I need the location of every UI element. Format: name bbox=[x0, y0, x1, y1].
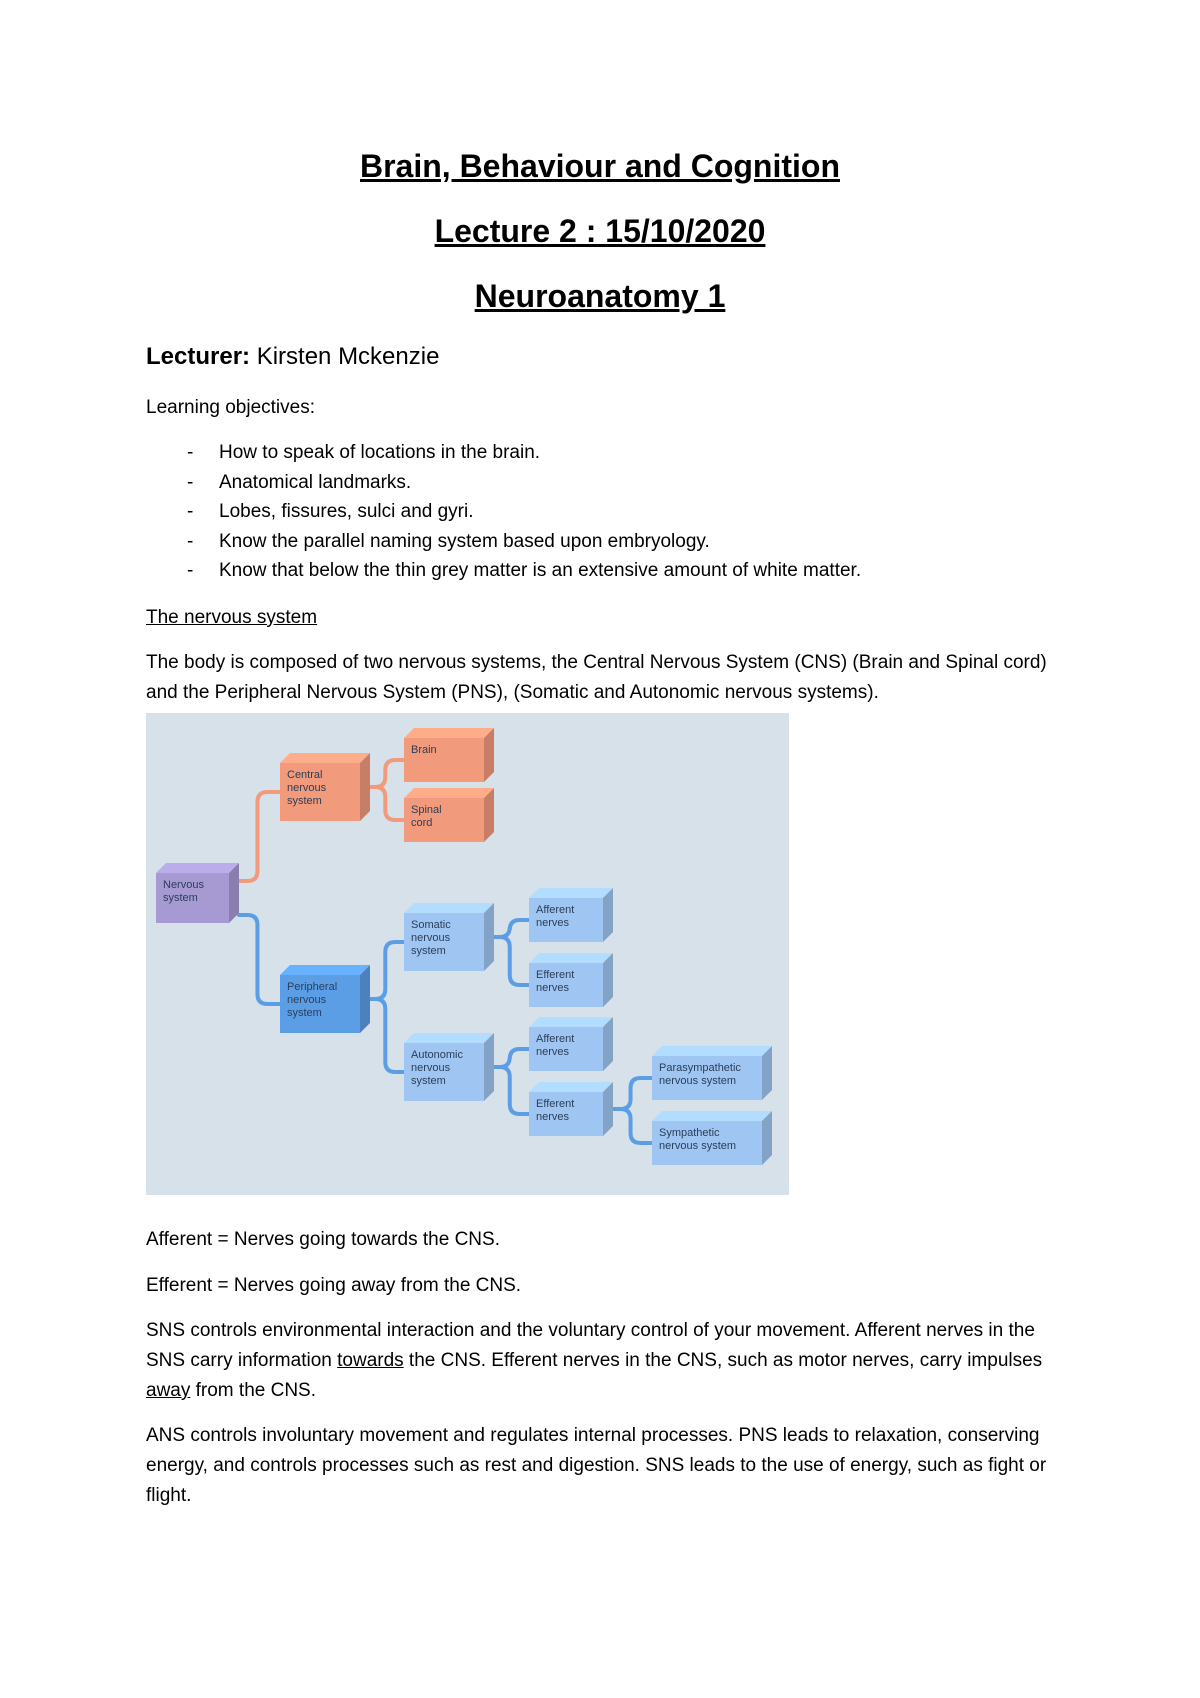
connector-line bbox=[370, 760, 404, 787]
lecturer-label: Lecturer: bbox=[146, 343, 251, 370]
diagram-node-label: Afferent bbox=[536, 904, 575, 916]
diagram-node-label: Brain bbox=[411, 744, 437, 756]
intro-paragraph: The body is composed of two nervous systems, the Central Nervous System (CNS) (Brain and Spinal cord) and the Peripheral Nervous System (PNS), (Somatic and Autonomic nervous systems). bbox=[146, 652, 1047, 703]
diagram-node-sympathetic bbox=[652, 1111, 772, 1165]
diagram-node-label: Autonomic bbox=[411, 1049, 463, 1061]
diagram-node-somatic-efferent bbox=[529, 953, 613, 1007]
diagram-node-label: nerves bbox=[536, 1046, 570, 1058]
diagram-node-label: Sympathetic bbox=[659, 1127, 720, 1139]
diagram-node-label: Peripheral bbox=[287, 981, 338, 993]
diagram-node-label: cord bbox=[411, 817, 433, 829]
nervous-system-diagram bbox=[146, 713, 789, 1195]
lecturer-name: Kirsten Mckenzie bbox=[256, 343, 440, 370]
away-emphasis: away bbox=[146, 1380, 191, 1401]
diagram-node-label: nervous system bbox=[659, 1075, 737, 1087]
diagram-node-label: nerves bbox=[536, 982, 570, 994]
connector-line bbox=[370, 942, 404, 999]
diagram-node-label: nervous bbox=[287, 994, 327, 1006]
diagram-node-label: system bbox=[287, 1007, 322, 1019]
lecture-date-heading: Lecture 2 : 15/10/2020 bbox=[434, 213, 766, 249]
list-item: - How to speak of locations in the brain. bbox=[187, 442, 541, 463]
connector-line bbox=[494, 920, 529, 937]
topic-heading: Neuroanatomy 1 bbox=[474, 278, 726, 314]
afferent-definition: Afferent = Nerves going towards the CNS. bbox=[146, 1229, 500, 1250]
ans-paragraph: ANS controls involuntary movement and regulates internal processes. PNS leads to relaxation, conserving energy, and controls processes such as rest and digestion. SNS leads to the use of energy, such as fight or flight. bbox=[146, 1425, 1047, 1506]
diagram-node-label: Central bbox=[287, 769, 323, 781]
diagram-node-label: system bbox=[163, 892, 198, 904]
objectives-heading: Learning objectives: bbox=[146, 397, 315, 418]
diagram-node-label: nerves bbox=[536, 1111, 570, 1123]
connector-line bbox=[239, 792, 280, 881]
connector-line bbox=[494, 1067, 529, 1114]
diagram-node-cns bbox=[280, 753, 370, 821]
diagram-node-label: nervous bbox=[287, 782, 327, 794]
lecturer-line bbox=[146, 343, 439, 371]
diagram-node-somatic-afferent bbox=[529, 888, 613, 942]
efferent-definition: Efferent = Nerves going away from the CNS. bbox=[146, 1275, 522, 1296]
diagram-node-label: nervous bbox=[411, 932, 451, 944]
diagram-node-label: Spinal bbox=[411, 804, 442, 816]
connector-line bbox=[370, 787, 404, 820]
connector-line bbox=[494, 937, 529, 985]
list-item: - Lobes, fissures, sulci and gyri. bbox=[187, 501, 474, 522]
diagram-node-somatic bbox=[404, 903, 494, 971]
diagram-node-label: nervous bbox=[411, 1062, 451, 1074]
diagram-node-label: Efferent bbox=[536, 969, 575, 981]
towards-emphasis: towards bbox=[337, 1350, 404, 1371]
diagram-node-label: nerves bbox=[536, 917, 570, 929]
diagram-node-label: system bbox=[287, 795, 322, 807]
diagram-node-label: nervous system bbox=[659, 1140, 737, 1152]
diagram-node-auto-efferent bbox=[529, 1082, 613, 1136]
diagram-node-pns bbox=[280, 965, 370, 1033]
list-item: - Know the parallel naming system based upon embryology. bbox=[187, 530, 710, 552]
sns-paragraph: SNS controls environmental interaction and the voluntary control of your movement. Afferent nerves in the SNS carry information towards the CNS. Efferent nerves in the CNS, such as motor nerves, carry impulses away from the CNS. bbox=[146, 1320, 1043, 1401]
diagram-node-autonomic bbox=[404, 1033, 494, 1101]
diagram-node-label: system bbox=[411, 945, 446, 957]
connector-line bbox=[239, 915, 280, 1004]
connector-line bbox=[613, 1109, 652, 1143]
connector-line bbox=[613, 1078, 652, 1109]
diagram-node-nervous-system bbox=[156, 863, 239, 923]
objectives-list bbox=[146, 438, 861, 586]
diagram-node-brain bbox=[404, 728, 494, 782]
diagram-node-label: Efferent bbox=[536, 1098, 575, 1110]
document-title: Brain, Behaviour and Cognition bbox=[359, 148, 840, 184]
diagram-node-label: system bbox=[411, 1075, 446, 1087]
section-heading: The nervous system bbox=[146, 607, 318, 628]
connector-line bbox=[494, 1049, 529, 1067]
diagram-canvas bbox=[146, 713, 789, 1195]
diagram-node-spinal-cord bbox=[404, 788, 494, 842]
diagram-node-label: Parasympathetic bbox=[659, 1062, 741, 1074]
diagram-node-parasympathetic bbox=[652, 1046, 772, 1100]
diagram-node-label: Nervous bbox=[163, 879, 204, 891]
diagram-node-auto-afferent bbox=[529, 1017, 613, 1071]
connector-line bbox=[370, 999, 404, 1072]
diagram-node-label: Afferent bbox=[536, 1033, 575, 1045]
list-item: - Know that below the thin grey matter is an extensive amount of white matter. bbox=[187, 560, 862, 581]
diagram-node-label: Somatic bbox=[411, 919, 451, 931]
list-item: - Anatomical landmarks. bbox=[187, 471, 412, 493]
